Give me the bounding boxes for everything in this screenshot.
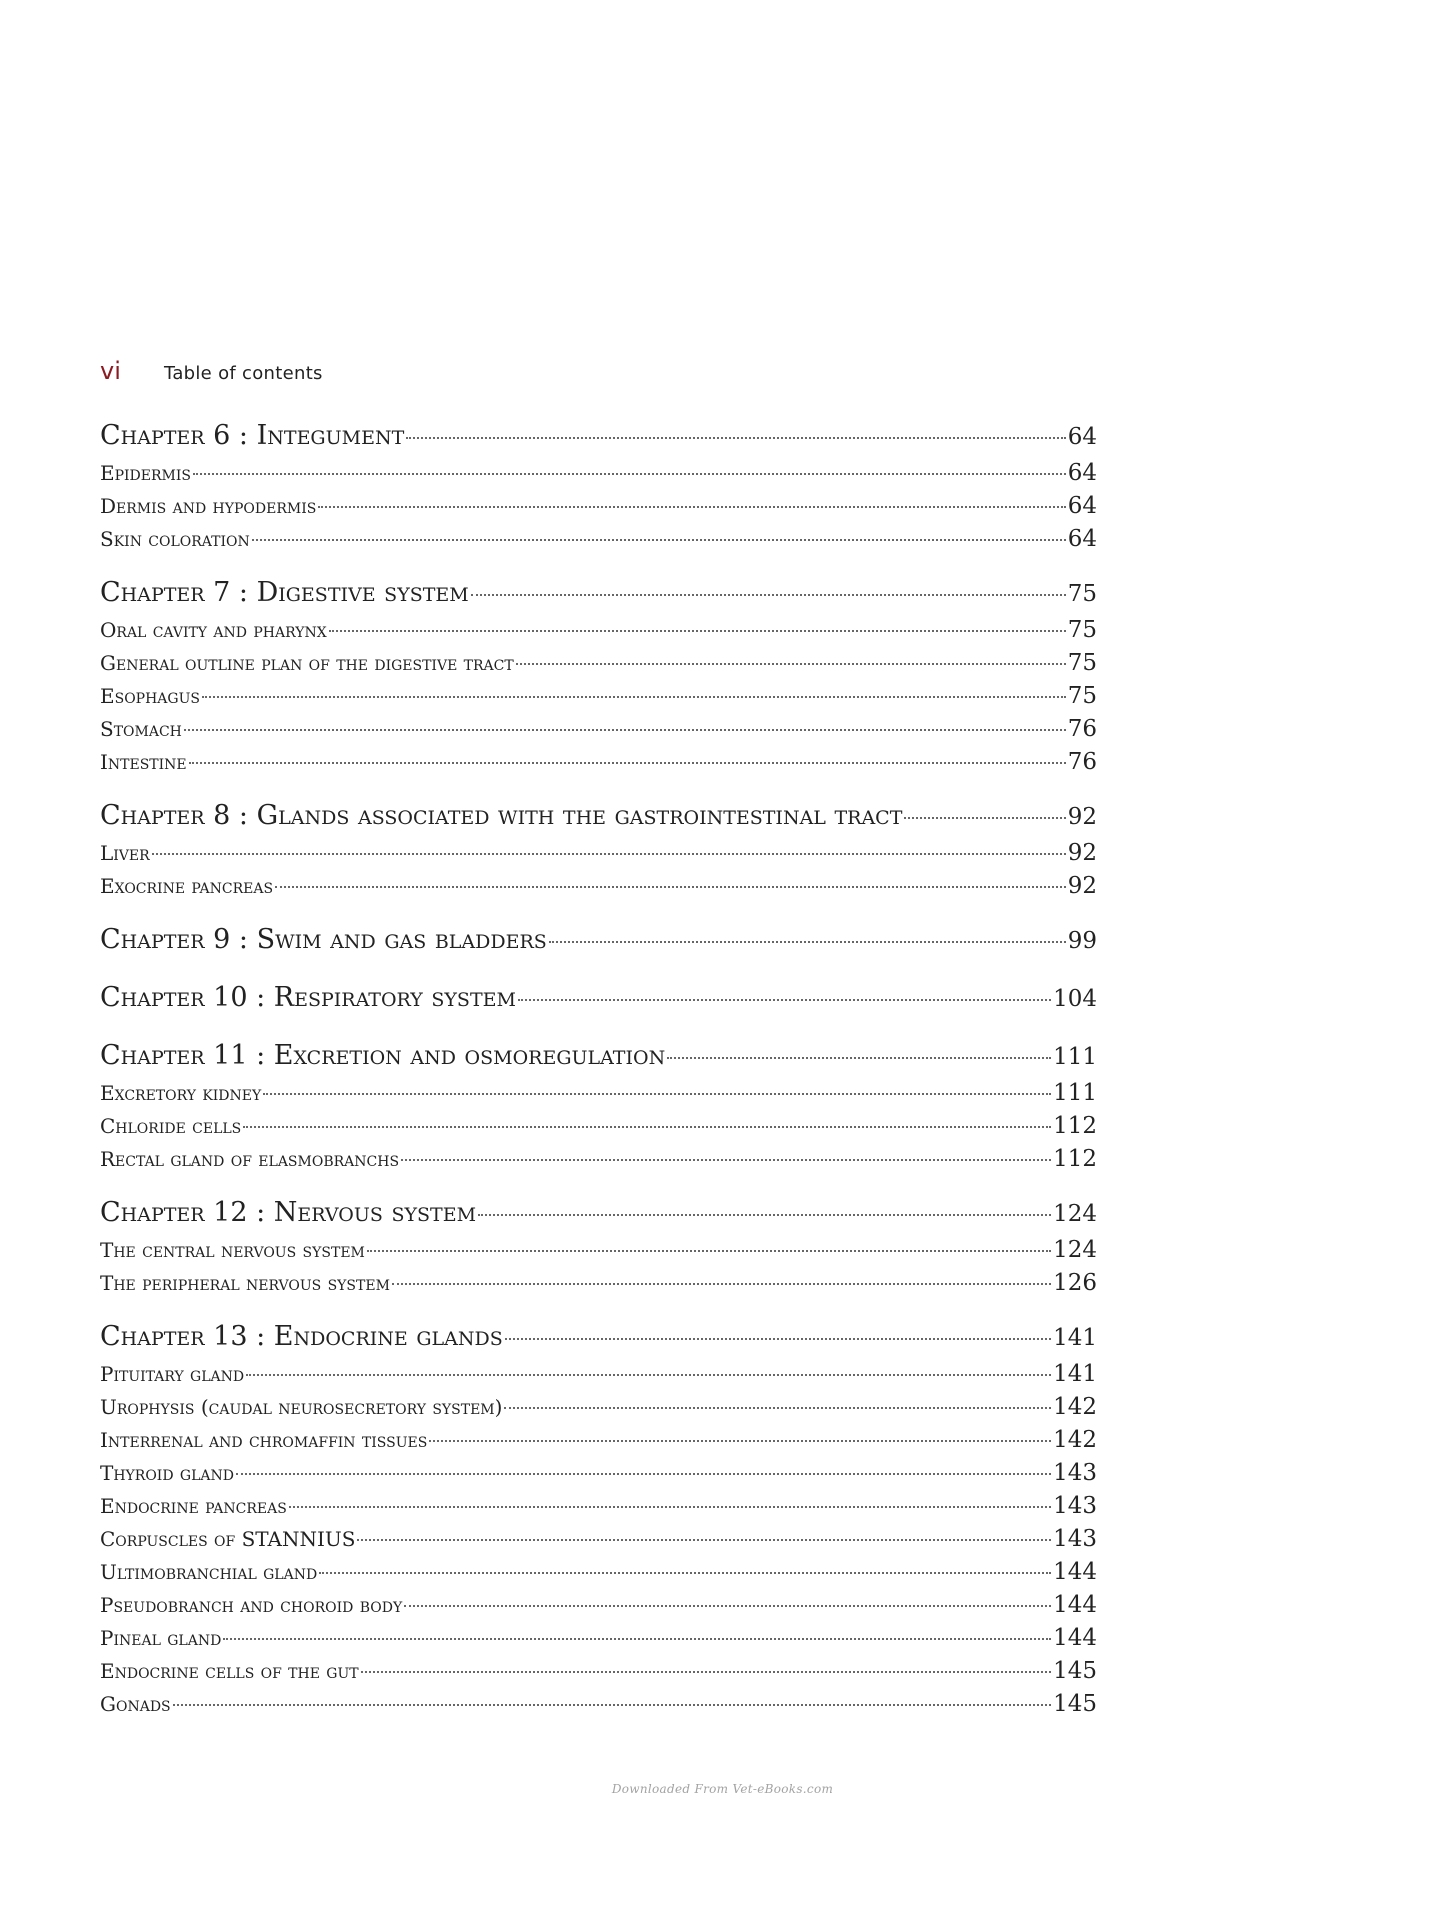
section-title: Thyroid gland (100, 1461, 234, 1485)
toc-chapter-entry (100, 800, 1097, 840)
dot-leader (478, 1214, 1051, 1216)
dot-leader (319, 1572, 1051, 1574)
section-title: Endocrine cells of the gut (100, 1659, 359, 1683)
section-title: Stomach (100, 717, 182, 741)
section-title: Skin coloration (100, 527, 250, 551)
chapter-title: Chapter 11 : Excretion and osmoregulation (100, 1040, 666, 1071)
toc-section-entry (100, 1427, 1097, 1460)
page-number: 76 (1067, 749, 1097, 775)
section-title: Intestine (100, 750, 187, 774)
section-title: Endocrine pancreas (100, 1494, 287, 1518)
section-title: Pineal gland (100, 1626, 222, 1650)
toc-section-entry (100, 1113, 1097, 1146)
toc-chapter-entry (100, 982, 1097, 1022)
page-number: 142 (1053, 1427, 1097, 1453)
page-number: 124 (1053, 1201, 1097, 1227)
section-title: Dermis and hypodermis (100, 494, 317, 518)
chapter-title: Chapter 10 : Respiratory system (100, 982, 516, 1013)
dot-leader (401, 1159, 1051, 1161)
toc-section-entry (100, 1237, 1097, 1270)
chapter-title: Chapter 9 : Swim and gas bladders (100, 924, 547, 955)
toc-chapter-entry (100, 924, 1097, 964)
page-number: 64 (1067, 424, 1097, 450)
toc-chapter-entry (100, 1197, 1097, 1237)
dot-leader (361, 1671, 1051, 1673)
toc-section-entry (100, 650, 1097, 683)
toc-section-entry (100, 1460, 1097, 1493)
section-title: Interrenal and chromaffin tissues (100, 1428, 428, 1452)
page-number: 141 (1053, 1325, 1097, 1351)
toc-section-entry (100, 493, 1097, 526)
toc-chapter-entry (100, 577, 1097, 617)
page-number: 92 (1067, 873, 1097, 899)
section-title: Oral cavity and pharynx (100, 618, 327, 642)
dot-leader (246, 1374, 1051, 1376)
dot-leader (184, 729, 1066, 731)
dot-leader (193, 473, 1066, 475)
dot-leader (173, 1704, 1051, 1706)
toc-section-entry (100, 1592, 1097, 1625)
dot-leader (904, 817, 1065, 819)
page-number: 112 (1053, 1146, 1097, 1172)
page-number: 104 (1053, 986, 1097, 1012)
chapter-title: Chapter 6 : Integument (100, 420, 405, 451)
page-number: 143 (1053, 1526, 1097, 1552)
page-folio: vi (100, 357, 121, 385)
dot-leader (429, 1440, 1051, 1442)
page-number: 144 (1053, 1592, 1097, 1618)
section-title: The peripheral nervous system (100, 1271, 390, 1295)
toc-section-entry (100, 1691, 1097, 1724)
page-number: 145 (1053, 1658, 1097, 1684)
dot-leader (406, 437, 1065, 439)
dot-leader (367, 1250, 1051, 1252)
dot-leader (471, 594, 1066, 596)
section-title: Exocrine pancreas (100, 874, 274, 898)
section-title: Pseudobranch and choroid body (100, 1593, 403, 1617)
dot-leader (404, 1605, 1051, 1607)
section-title: Epidermis (100, 461, 191, 485)
dot-leader (152, 853, 1066, 855)
page-number: 124 (1053, 1237, 1097, 1263)
toc-chapter-entry (100, 1321, 1097, 1361)
section-title: Chloride cells (100, 1114, 242, 1138)
page-number: 99 (1067, 928, 1097, 954)
dot-leader (549, 941, 1066, 943)
page-number: 75 (1067, 617, 1097, 643)
toc-section-entry (100, 1559, 1097, 1592)
toc-chapter-entry (100, 420, 1097, 460)
toc-section-entry (100, 1394, 1097, 1427)
section-title: Liver (100, 841, 150, 865)
chapter-title: Chapter 8 : Glands associated with the gastrointestinal tract (100, 800, 903, 831)
dot-leader (516, 663, 1066, 665)
section-title: Rectal gland of elasmobranchs (100, 1147, 400, 1171)
dot-leader (202, 696, 1066, 698)
toc-section-entry (100, 1361, 1097, 1394)
page-number: 64 (1067, 526, 1097, 552)
download-watermark: Downloaded From Vet-eBooks.com (611, 1782, 834, 1796)
dot-leader (504, 1407, 1051, 1409)
dot-leader (357, 1539, 1051, 1541)
dot-leader (223, 1638, 1051, 1640)
dot-leader (329, 630, 1066, 632)
section-title: Ultimobranchial gland (100, 1560, 318, 1584)
page-number: 76 (1067, 716, 1097, 742)
dot-leader (263, 1093, 1051, 1095)
dot-leader (667, 1057, 1051, 1059)
page-number: 111 (1053, 1044, 1097, 1070)
section-title: Excretory kidney (100, 1081, 262, 1105)
chapter-title: Chapter 12 : Nervous system (100, 1197, 477, 1228)
dot-leader (289, 1506, 1051, 1508)
page-number: 144 (1053, 1559, 1097, 1585)
dot-leader (318, 506, 1065, 508)
section-title: Gonads (100, 1692, 171, 1716)
page-number: 75 (1067, 650, 1097, 676)
running-head (100, 357, 323, 385)
running-head-title: Table of contents (164, 363, 323, 384)
dot-leader (505, 1338, 1051, 1340)
toc-section-entry (100, 460, 1097, 493)
page-number: 144 (1053, 1625, 1097, 1651)
page-number: 142 (1053, 1394, 1097, 1420)
page-number: 145 (1053, 1691, 1097, 1717)
toc-section-entry (100, 1526, 1097, 1559)
toc-section-entry (100, 1658, 1097, 1691)
dot-leader (236, 1473, 1051, 1475)
page-number: 92 (1067, 804, 1097, 830)
toc-section-entry (100, 873, 1097, 906)
page-number: 75 (1067, 581, 1097, 607)
section-title: Corpuscles of STANNIUS (100, 1527, 356, 1551)
toc-section-entry (100, 617, 1097, 650)
toc-section-entry (100, 749, 1097, 782)
section-title: The central nervous system (100, 1238, 365, 1262)
page-number: 143 (1053, 1460, 1097, 1486)
dot-leader (518, 999, 1051, 1001)
toc-section-entry (100, 1493, 1097, 1526)
dot-leader (243, 1126, 1051, 1128)
toc-section-entry (100, 1625, 1097, 1658)
toc-section-entry (100, 1080, 1097, 1113)
section-title: Esophagus (100, 684, 200, 708)
toc-section-entry (100, 526, 1097, 559)
toc-chapter-entry (100, 1040, 1097, 1080)
table-of-contents (100, 420, 1097, 1724)
page-number: 143 (1053, 1493, 1097, 1519)
section-title: Urophysis (caudal neurosecretory system) (100, 1395, 503, 1419)
page-number: 64 (1067, 460, 1097, 486)
page-number: 126 (1053, 1270, 1097, 1296)
page-number: 112 (1053, 1113, 1097, 1139)
section-title: Pituitary gland (100, 1362, 245, 1386)
page-number: 75 (1067, 683, 1097, 709)
dot-leader (392, 1283, 1051, 1285)
page-number: 92 (1067, 840, 1097, 866)
toc-section-entry (100, 840, 1097, 873)
dot-leader (252, 539, 1066, 541)
section-title: General outline plan of the digestive tract (100, 651, 514, 675)
toc-section-entry (100, 716, 1097, 749)
toc-section-entry (100, 1270, 1097, 1303)
page-number: 141 (1053, 1361, 1097, 1387)
chapter-title: Chapter 13 : Endocrine glands (100, 1321, 503, 1352)
toc-section-entry (100, 683, 1097, 716)
page-number: 111 (1053, 1080, 1097, 1106)
toc-section-entry (100, 1146, 1097, 1179)
chapter-title: Chapter 7 : Digestive system (100, 577, 469, 608)
dot-leader (189, 762, 1066, 764)
dot-leader (275, 886, 1066, 888)
page-number: 64 (1067, 493, 1097, 519)
